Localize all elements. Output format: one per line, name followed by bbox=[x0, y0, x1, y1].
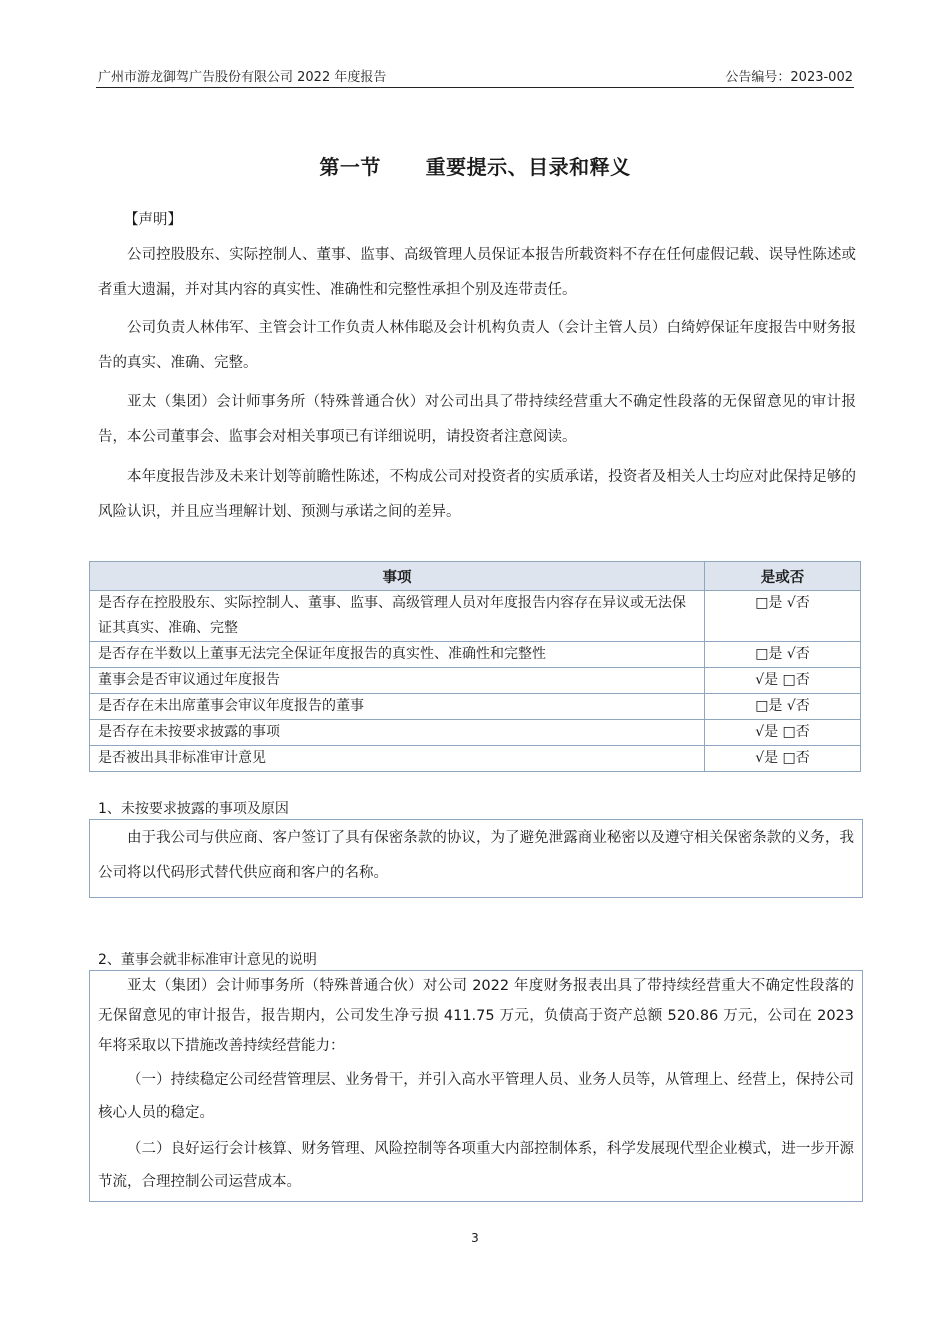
table-cell-answer: √是 □否 bbox=[705, 720, 861, 746]
table-cell-answer: □是 √否 bbox=[705, 694, 861, 720]
audit-opinion-section-title: 2、董事会就非标准审计意见的说明 bbox=[98, 952, 317, 968]
table-row bbox=[90, 694, 861, 720]
audit-opinion-paragraph: 亚太（集团）会计师事务所（特殊普通合伙）对公司 2022 年度财务报表出具了带持续经营重大不确定性段落的无保留意见的审计报告，报告期内，公司发生净亏损 411.75 万元，负债高于资产总额 520.86 万元，公司在 2023 年将采取以下措施改善持续经营能力： bbox=[98, 978, 854, 1054]
declaration-paragraph: 公司控股股东、实际控制人、董事、监事、高级管理人员保证本报告所载资料不存在任何虚假记载、误导性陈述或者重大遗漏，并对其内容的真实性、准确性和完整性承担个别及连带责任。 bbox=[98, 247, 856, 298]
undisclosed-section-title: 1、未按要求披露的事项及原因 bbox=[98, 801, 289, 817]
measure-paragraph: （一）持续稳定公司经营管理层、业务骨干，并引入高水平管理人员、业务人员等，从管理上、经营上，保持公司核心人员的稳定。 bbox=[98, 1072, 854, 1121]
table-cell-item: 是否被出具非标准审计意见 bbox=[90, 746, 705, 772]
declaration-paragraph: 亚太（集团）会计师事务所（特殊普通合伙）对公司出具了带持续经营重大不确定性段落的无保留意见的审计报告，本公司董事会、监事会对相关事项已有详细说明，请投资者注意阅读。 bbox=[98, 394, 856, 445]
declaration-paragraph: 公司负责人林伟军、主管会计工作负责人林伟聪及会计机构负责人（会计主管人员）白绮婷保证年度报告中财务报告的真实、准确、完整。 bbox=[98, 320, 856, 371]
declaration-paragraph: 本年度报告涉及未来计划等前瞻性陈述，不构成公司对投资者的实质承诺，投资者及相关人士均应对此保持足够的风险认识，并且应当理解计划、预测与承诺之间的差异。 bbox=[98, 469, 856, 520]
table-cell-answer: □是 √否 bbox=[705, 642, 861, 668]
table-cell-item: 是否存在未出席董事会审议年度报告的董事 bbox=[90, 694, 705, 720]
header-report-title: 广州市游龙御驾广告股份有限公司 2022 年度报告 bbox=[98, 70, 387, 85]
confirmation-table bbox=[89, 561, 861, 772]
table-cell-answer: □是 √否 bbox=[705, 591, 861, 642]
table-row bbox=[90, 720, 861, 746]
table-cell-item: 董事会是否审议通过年度报告 bbox=[90, 668, 705, 694]
page-number: 3 bbox=[471, 1231, 479, 1245]
undisclosed-section-paragraph: 由于我公司与供应商、客户签订了具有保密条款的协议，为了避免泄露商业秘密以及遵守相关保密条款的义务，我公司将以代码形式替代供应商和客户的名称。 bbox=[98, 830, 854, 881]
header-announcement-number: 公告编号：2023-002 bbox=[725, 70, 853, 85]
table-cell-item: 是否存在半数以上董事无法完全保证年度报告的真实性、准确性和完整性 bbox=[90, 642, 705, 668]
table-cell-item: 是否存在控股股东、实际控制人、董事、监事、高级管理人员对年度报告内容存在异议或无法保证其真实、准确、完整 bbox=[90, 591, 705, 642]
undisclosed-section-box bbox=[89, 819, 863, 898]
column-header-answer: 是或否 bbox=[705, 562, 861, 591]
measure-paragraph: （二）良好运行会计核算、财务管理、风险控制等各项重大内部控制体系，科学发展现代型企业模式，进一步开源节流，合理控制公司运营成本。 bbox=[98, 1141, 854, 1190]
table-header-row bbox=[90, 562, 861, 591]
header-divider bbox=[96, 87, 854, 88]
table-row bbox=[90, 668, 861, 694]
column-header-item: 事项 bbox=[90, 562, 705, 591]
table-row bbox=[90, 642, 861, 668]
audit-opinion-section-box bbox=[89, 970, 863, 1202]
table-cell-answer: √是 □否 bbox=[705, 668, 861, 694]
table-cell-item: 是否存在未按要求披露的事项 bbox=[90, 720, 705, 746]
declaration-label: 【声明】 bbox=[124, 212, 182, 228]
table-row bbox=[90, 591, 861, 642]
section-title: 第一节 重要提示、目录和释义 bbox=[319, 155, 631, 179]
table-cell-answer: √是 □否 bbox=[705, 746, 861, 772]
table-row bbox=[90, 746, 861, 772]
